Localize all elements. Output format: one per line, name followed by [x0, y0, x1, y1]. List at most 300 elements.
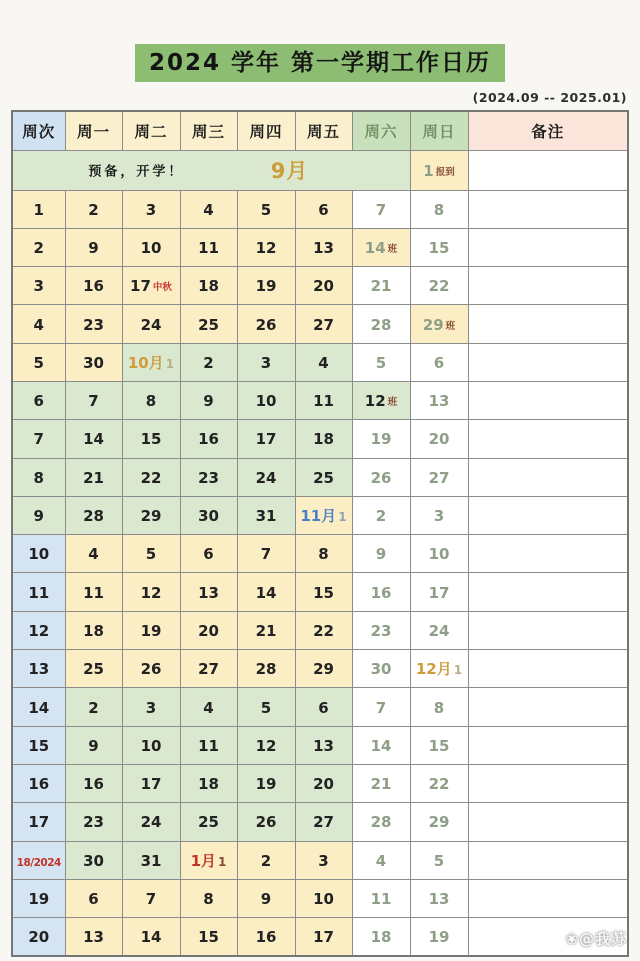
col-header-sat: 周六	[352, 111, 410, 150]
day-cell	[352, 458, 410, 496]
week-cell	[12, 381, 65, 419]
day-number: 10	[140, 238, 162, 257]
remark-cell	[468, 305, 628, 343]
day-cell	[180, 458, 237, 496]
day-cell	[237, 879, 295, 917]
day-number: 7	[145, 889, 157, 908]
day-cell	[180, 650, 237, 688]
remark-cell	[468, 688, 628, 726]
day-cell	[180, 228, 237, 266]
day-cell	[352, 918, 410, 956]
day-cell	[180, 190, 237, 228]
week-number: 8	[33, 468, 44, 487]
day-number: 29	[428, 813, 450, 832]
week-number: 16	[28, 775, 50, 794]
week-number: 1	[33, 200, 44, 219]
day-cell	[122, 381, 180, 419]
day-cell	[122, 726, 180, 764]
day-number: 5	[433, 851, 445, 870]
day-number: 14	[255, 583, 277, 602]
week-number: 17	[28, 813, 50, 832]
day-number: 30	[370, 660, 392, 679]
day-number: 3	[318, 851, 329, 870]
col-header-week: 周次	[12, 111, 65, 150]
day-number: 7	[375, 698, 387, 717]
watermark: ❀@我苏	[565, 930, 627, 948]
day-cell	[180, 343, 237, 381]
day-number: 13	[198, 583, 219, 602]
day-cell	[352, 343, 410, 381]
calendar-body	[12, 150, 628, 956]
day-cell	[122, 228, 180, 266]
day-cell	[352, 381, 410, 419]
day-number: 18	[83, 621, 104, 640]
week-number: 3	[33, 277, 44, 296]
day-cell	[352, 190, 410, 228]
day-cell	[180, 496, 237, 534]
day-cell	[410, 726, 468, 764]
day-cell	[122, 803, 180, 841]
week-number: 7	[33, 430, 44, 449]
day-number: 8	[433, 698, 445, 717]
day-cell	[352, 879, 410, 917]
day-number: 23	[83, 315, 104, 334]
table-row	[12, 764, 628, 802]
day-cell	[65, 803, 122, 841]
day-number: 21	[255, 621, 277, 640]
day-number: 14	[83, 430, 104, 449]
day-cell	[410, 343, 468, 381]
day-cell	[295, 611, 352, 649]
week-number: 12	[28, 621, 50, 640]
day-number: 26	[370, 468, 392, 487]
day-cell	[410, 879, 468, 917]
day-number: 11	[198, 238, 219, 257]
day-number: 23	[370, 621, 392, 640]
week-cell	[12, 611, 65, 649]
day-number: 7	[260, 545, 272, 564]
day-cell	[122, 190, 180, 228]
day-number: 6	[318, 698, 329, 717]
day-note: 班	[445, 320, 456, 332]
day-number: 13	[83, 928, 104, 947]
week-cell	[12, 841, 65, 879]
day-cell	[122, 841, 180, 879]
week-cell	[12, 764, 65, 802]
day-cell	[237, 918, 295, 956]
day-number: 17	[140, 775, 162, 794]
day-number: 22	[313, 621, 334, 640]
week-number: 10	[28, 545, 50, 564]
day-cell	[237, 841, 295, 879]
day-number: 5	[145, 545, 157, 564]
day-number: 24	[255, 468, 277, 487]
day-number: 30	[198, 507, 219, 526]
day-number: 4	[203, 698, 214, 717]
remark-cell	[468, 343, 628, 381]
day-number: 24	[140, 315, 162, 334]
week-number: 5	[33, 353, 44, 372]
week-cell	[12, 918, 65, 956]
day-cell	[410, 611, 468, 649]
day-cell	[237, 343, 295, 381]
day-cell	[180, 688, 237, 726]
day-cell	[410, 150, 468, 190]
day-cell	[180, 535, 237, 573]
remark-cell	[468, 726, 628, 764]
week-number: 18/2024	[16, 856, 61, 869]
day-cell	[180, 611, 237, 649]
day-cell	[410, 535, 468, 573]
day-number: 29	[140, 507, 162, 526]
day-cell	[180, 267, 237, 305]
day-number: 2	[375, 507, 387, 526]
day-cell	[410, 764, 468, 802]
day-cell	[410, 420, 468, 458]
day-number: 17	[255, 430, 277, 449]
day-cell	[65, 496, 122, 534]
day-cell	[352, 305, 410, 343]
day-cell	[410, 650, 468, 688]
day-number: 28	[83, 507, 104, 526]
day-cell	[180, 918, 237, 956]
week-number: 2	[33, 238, 44, 257]
day-number: 29	[422, 315, 444, 334]
day-cell	[295, 841, 352, 879]
day-cell	[237, 803, 295, 841]
month-label: 9月	[270, 159, 309, 183]
remark-cell	[468, 573, 628, 611]
semester-start-note: 预备，开学！	[88, 164, 185, 180]
day-cell	[352, 688, 410, 726]
table-row	[12, 726, 628, 764]
day-cell	[352, 535, 410, 573]
day-cell	[65, 190, 122, 228]
day-number: 24	[428, 621, 450, 640]
day-cell	[237, 267, 295, 305]
day-number: 25	[83, 660, 104, 679]
day-cell	[180, 573, 237, 611]
day-number: 6	[318, 200, 329, 219]
day-number: 17	[313, 928, 334, 947]
table-row	[12, 918, 628, 956]
day-number: 30	[83, 851, 104, 870]
day-cell	[65, 918, 122, 956]
day-cell	[237, 688, 295, 726]
day-note: 1	[453, 663, 463, 678]
day-cell	[352, 420, 410, 458]
day-cell	[352, 267, 410, 305]
col-header-mon: 周一	[65, 111, 122, 150]
day-number: 10	[140, 736, 162, 755]
day-cell	[295, 573, 352, 611]
day-number: 18	[198, 775, 219, 794]
day-cell	[180, 803, 237, 841]
day-note: 报到	[435, 166, 455, 178]
day-number: 19	[428, 928, 450, 947]
day-cell	[65, 573, 122, 611]
day-number: 16	[370, 583, 392, 602]
day-number: 13	[428, 889, 450, 908]
day-cell	[410, 228, 468, 266]
day-number: 15	[198, 928, 219, 947]
day-number: 10	[313, 889, 334, 908]
remark-cell	[468, 496, 628, 534]
day-cell	[65, 458, 122, 496]
day-cell	[352, 841, 410, 879]
day-note: 1	[338, 510, 347, 525]
remark-cell	[468, 803, 628, 841]
remark-cell	[468, 764, 628, 802]
day-number: 4	[203, 200, 214, 219]
week-cell	[12, 535, 65, 573]
day-note: 班	[387, 397, 398, 409]
header-row	[12, 111, 628, 150]
day-cell	[295, 228, 352, 266]
day-number: 25	[313, 468, 334, 487]
day-number: 14	[370, 736, 392, 755]
day-number: 27	[313, 315, 334, 334]
day-cell	[410, 918, 468, 956]
day-number: 14	[364, 238, 386, 257]
day-cell	[65, 305, 122, 343]
day-cell	[180, 764, 237, 802]
remark-cell	[468, 381, 628, 419]
day-number: 12	[140, 583, 162, 602]
day-cell	[295, 420, 352, 458]
table-row	[12, 688, 628, 726]
day-number: 1	[423, 161, 434, 180]
day-cell	[410, 305, 468, 343]
day-number: 10	[255, 392, 277, 411]
day-cell	[65, 267, 122, 305]
day-cell	[352, 611, 410, 649]
day-cell	[180, 420, 237, 458]
day-cell	[180, 841, 237, 879]
day-cell	[295, 879, 352, 917]
day-number: 25	[198, 315, 219, 334]
day-number: 10月	[127, 353, 164, 372]
day-cell	[65, 228, 122, 266]
day-cell	[295, 381, 352, 419]
day-cell	[352, 764, 410, 802]
table-row	[12, 343, 628, 381]
day-number: 10	[428, 545, 450, 564]
week-cell	[12, 496, 65, 534]
day-number: 8	[433, 200, 445, 219]
table-row	[12, 611, 628, 649]
day-cell	[237, 381, 295, 419]
day-number: 19	[255, 277, 277, 296]
day-number: 7	[375, 200, 387, 219]
table-row	[12, 535, 628, 573]
day-cell	[295, 458, 352, 496]
day-number: 30	[83, 353, 104, 372]
day-cell	[295, 764, 352, 802]
day-number: 20	[313, 775, 334, 794]
day-number: 18	[313, 430, 334, 449]
day-number: 11	[370, 889, 392, 908]
day-number: 11	[83, 583, 104, 602]
day-cell	[180, 381, 237, 419]
day-cell	[122, 496, 180, 534]
day-cell	[122, 650, 180, 688]
day-number: 20	[313, 277, 334, 296]
day-number: 8	[145, 392, 157, 411]
table-row	[12, 420, 628, 458]
day-number: 9	[88, 238, 99, 257]
remark-cell	[468, 879, 628, 917]
day-number: 23	[198, 468, 219, 487]
day-cell	[295, 918, 352, 956]
day-cell	[352, 726, 410, 764]
day-number: 20	[198, 621, 219, 640]
day-number: 8	[318, 545, 329, 564]
day-number: 13	[313, 238, 334, 257]
day-number: 19	[255, 775, 277, 794]
day-number: 28	[370, 315, 392, 334]
day-number: 9	[203, 392, 214, 411]
date-range: (2024.09 -- 2025.01)	[472, 90, 627, 105]
day-cell	[410, 841, 468, 879]
table-row	[12, 496, 628, 534]
day-number: 4	[318, 353, 329, 372]
day-cell	[295, 267, 352, 305]
week-cell	[12, 190, 65, 228]
table-row	[12, 573, 628, 611]
day-number: 19	[140, 621, 162, 640]
day-cell	[122, 573, 180, 611]
day-number: 22	[428, 775, 450, 794]
day-cell	[122, 305, 180, 343]
day-cell	[237, 726, 295, 764]
day-number: 11	[313, 392, 334, 411]
day-number: 15	[140, 430, 162, 449]
day-number: 11	[198, 736, 219, 755]
day-number: 3	[145, 698, 157, 717]
day-cell	[237, 764, 295, 802]
day-number: 20	[428, 430, 450, 449]
week-cell	[12, 688, 65, 726]
day-cell	[352, 228, 410, 266]
day-number: 16	[83, 277, 104, 296]
day-cell	[180, 726, 237, 764]
table-row	[12, 458, 628, 496]
day-cell	[295, 496, 352, 534]
day-number: 5	[260, 200, 272, 219]
day-cell	[295, 535, 352, 573]
calendar-table	[11, 110, 629, 957]
col-header-thu: 周四	[237, 111, 295, 150]
day-cell	[295, 343, 352, 381]
day-number: 27	[313, 813, 334, 832]
day-number: 5	[260, 698, 272, 717]
day-number: 1月	[190, 851, 217, 870]
day-number: 12月	[415, 660, 452, 679]
day-cell	[122, 458, 180, 496]
week-cell	[12, 267, 65, 305]
day-number: 12	[255, 736, 277, 755]
week-cell	[12, 879, 65, 917]
day-cell	[295, 726, 352, 764]
col-header-wed: 周三	[180, 111, 237, 150]
remark-cell	[468, 650, 628, 688]
week-number: 13	[28, 660, 50, 679]
day-number: 4	[375, 851, 387, 870]
day-cell	[237, 190, 295, 228]
day-cell	[122, 535, 180, 573]
remark-cell	[468, 190, 628, 228]
day-cell	[410, 458, 468, 496]
table-row	[12, 650, 628, 688]
title-band	[0, 0, 640, 82]
day-number: 6	[433, 353, 445, 372]
day-number: 13	[428, 392, 450, 411]
week-number: 14	[28, 698, 50, 717]
day-number: 26	[140, 660, 162, 679]
day-note: 班	[387, 243, 398, 255]
col-header-fri: 周五	[295, 111, 352, 150]
day-cell	[410, 496, 468, 534]
day-number: 22	[428, 277, 450, 296]
remark-cell	[468, 458, 628, 496]
remark-cell	[468, 267, 628, 305]
day-number: 27	[198, 660, 219, 679]
day-cell	[122, 343, 180, 381]
day-cell	[295, 190, 352, 228]
day-cell	[65, 764, 122, 802]
day-number: 21	[83, 468, 104, 487]
day-number: 16	[255, 928, 277, 947]
week-cell	[12, 420, 65, 458]
day-number: 3	[260, 353, 272, 372]
remark-cell	[468, 841, 628, 879]
day-number: 16	[198, 430, 219, 449]
day-number: 17	[130, 277, 151, 296]
day-number: 31	[140, 851, 162, 870]
day-number: 22	[140, 468, 162, 487]
day-number: 27	[428, 468, 450, 487]
day-number: 9	[260, 889, 272, 908]
day-cell	[122, 918, 180, 956]
day-cell	[65, 420, 122, 458]
day-cell	[237, 650, 295, 688]
day-number: 28	[255, 660, 277, 679]
day-cell	[65, 726, 122, 764]
day-cell	[352, 496, 410, 534]
day-cell	[65, 688, 122, 726]
day-number: 16	[83, 775, 104, 794]
day-cell	[295, 305, 352, 343]
day-number: 15	[313, 583, 334, 602]
day-cell	[65, 650, 122, 688]
day-cell	[122, 611, 180, 649]
day-cell	[410, 381, 468, 419]
week-number: 9	[33, 507, 44, 526]
day-note: 中秋	[152, 282, 172, 294]
day-number: 2	[88, 698, 99, 717]
day-cell	[295, 803, 352, 841]
week-cell	[12, 803, 65, 841]
day-cell	[352, 573, 410, 611]
day-cell	[237, 611, 295, 649]
table-row	[12, 879, 628, 917]
day-note: 1	[165, 356, 175, 371]
day-cell	[237, 535, 295, 573]
day-number: 31	[255, 507, 277, 526]
week-number: 6	[33, 392, 44, 411]
day-number: 29	[313, 660, 334, 679]
